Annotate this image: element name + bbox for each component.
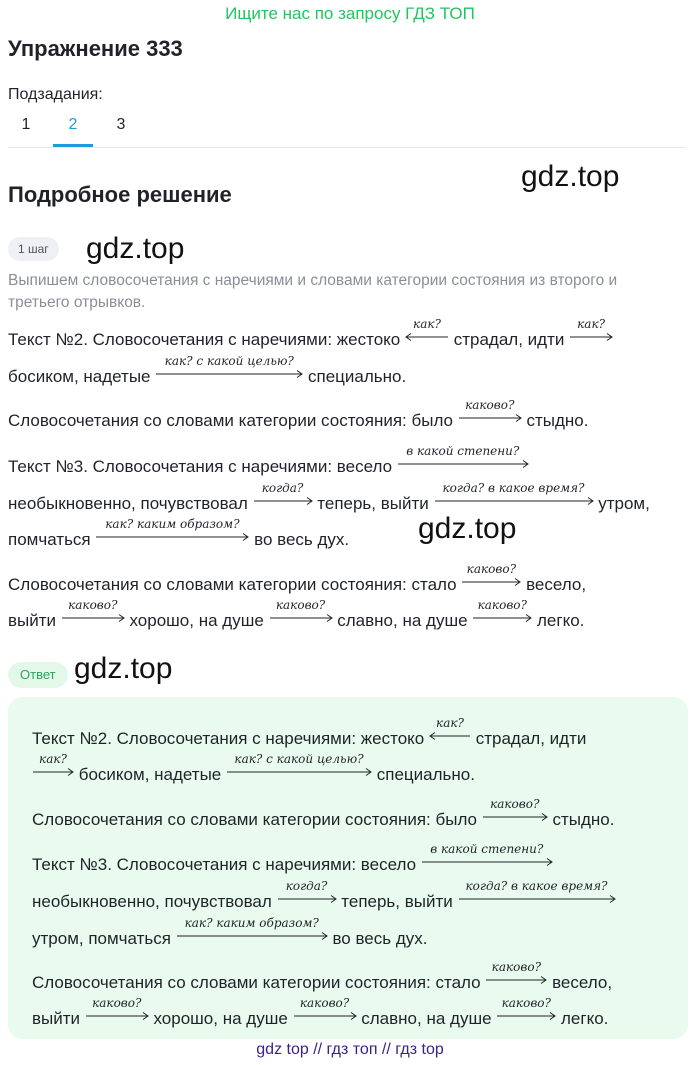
arrow-right: когда? — [253, 501, 313, 509]
arrow-right-icon — [485, 976, 547, 984]
subtask-tabs — [8, 110, 686, 148]
arrow-right-icon — [397, 460, 529, 468]
arrow-right-icon — [482, 813, 548, 821]
arrow-right-icon — [461, 578, 521, 586]
arrow-right: каково? — [496, 1016, 556, 1024]
arrow-right: как? каким образом? — [176, 936, 328, 944]
answer-line: Текст №2. Словосочетания с наречиями: жестоко как? страдал, идти — [32, 716, 587, 748]
solution-line: Текст №3. Словосочетания с наречиями: весело в какой степени? — [8, 457, 529, 477]
watermark: gdz.top — [521, 160, 620, 193]
solution-line: помчаться как? каким образом? во весь дух. — [8, 517, 350, 549]
solution-line: босиком, надетые как? с какой целью? специально. — [8, 354, 407, 386]
arrow-right: как? с какой целью? — [226, 772, 372, 780]
arrow-right: когда? — [277, 899, 337, 907]
subtasks-label: Подзадания: — [8, 86, 103, 103]
solution-line: Словосочетания со словами категории состояния: было каково? стыдно. — [8, 398, 589, 430]
answer-line: Текст №3. Словосочетания с наречиями: весело в какой степени? — [32, 855, 553, 875]
arrow-right-icon — [434, 497, 594, 505]
arrow-left-icon — [429, 732, 471, 740]
arrow-right-icon — [421, 858, 553, 866]
arrow-right: в какой степени? — [421, 862, 553, 870]
watermark: gdz.top — [74, 652, 173, 685]
active-tab-indicator — [53, 144, 93, 147]
arrow-right: как? — [32, 772, 74, 780]
arrow-right: каково? — [293, 1016, 357, 1024]
answer-line: как? босиком, надетые как? с какой целью? специально. — [32, 765, 475, 785]
tab-2[interactable]: 2 — [68, 116, 78, 133]
arrow-right: каково? — [269, 618, 333, 626]
arrow-right-icon — [155, 370, 303, 378]
arrow-right: как? — [569, 337, 613, 345]
arrow-right-icon — [269, 614, 333, 622]
arrow-right-icon — [32, 768, 74, 776]
answer-line: утром, помчаться как? каким образом? во весь дух. — [32, 916, 428, 948]
promo-banner: Ищите нас по запросу ГДЗ ТОП — [225, 4, 475, 23]
answer-line: выйти каково? хорошо, на душе каково? славно, на душе каково? легко. — [32, 996, 609, 1028]
arrow-right-icon — [61, 614, 125, 622]
arrow-right-icon — [277, 895, 337, 903]
arrow-right-icon — [293, 1012, 357, 1020]
arrow-right: каково? — [85, 1016, 149, 1024]
arrow-right-icon — [458, 895, 616, 903]
arrow-right-icon — [496, 1012, 556, 1020]
arrow-right: каково? — [461, 582, 521, 590]
tab-1[interactable]: 1 — [21, 116, 31, 133]
arrow-right: каково? — [472, 618, 532, 626]
arrow-right-icon — [472, 614, 532, 622]
arrow-right: как? с какой целью? — [155, 374, 303, 382]
arrow-right: когда? в какое время? — [434, 501, 594, 509]
solution-line: выйти каково? хорошо, на душе каково? славно, на душе каково? легко. — [8, 598, 585, 630]
arrow-left: как? — [429, 736, 471, 744]
answer-line: необыкновенно, почувствовал когда? теперь, выйти когда? в какое время? — [32, 892, 616, 912]
solution-line: Текст №2. Словосочетания с наречиями: жестоко как? страдал, идти как? — [8, 330, 613, 350]
arrow-right-icon — [176, 932, 328, 940]
answer-line: Словосочетания со словами категории состояния: было каково? стыдно. — [32, 797, 615, 829]
arrow-right: когда? в какое время? — [458, 899, 616, 907]
solution-line: необыкновенно, почувствовал когда? теперь, выйти когда? в какое время? утром, — [8, 481, 650, 513]
answer-line: Словосочетания со словами категории состояния: стало каково? весело, — [32, 960, 613, 992]
arrow-left: как? — [405, 337, 449, 345]
step-badge: 1 шаг — [8, 237, 59, 261]
arrow-right-icon — [85, 1012, 149, 1020]
arrow-right-icon — [569, 333, 613, 341]
step-intro: Выпишем словосочетания с наречиями и словами категории состояния из второго и третьего отрывков. — [8, 272, 618, 311]
arrow-right: каково? — [61, 618, 125, 626]
footer-links[interactable]: gdz top // гдз топ // гдз top — [256, 1041, 444, 1058]
arrow-right: каково? — [458, 418, 522, 426]
page-title: Упражнение 333 — [8, 36, 183, 61]
watermark: gdz.top — [418, 512, 517, 545]
arrow-right-icon — [95, 533, 249, 541]
arrow-right-icon — [458, 414, 522, 422]
section-title: Подробное решение — [8, 182, 232, 207]
arrow-left-icon — [405, 333, 449, 341]
arrow-right-icon — [253, 497, 313, 505]
answer-badge: Ответ — [8, 662, 68, 688]
solution-line: Словосочетания со словами категории состояния: стало каково? весело, — [8, 562, 587, 594]
arrow-right: в какой степени? — [397, 464, 529, 472]
tab-3[interactable]: 3 — [116, 116, 126, 133]
arrow-right: как? каким образом? — [95, 537, 249, 545]
arrow-right: каково? — [485, 980, 547, 988]
arrow-right-icon — [226, 768, 372, 776]
arrow-right: каково? — [482, 817, 548, 825]
watermark: gdz.top — [86, 232, 185, 265]
